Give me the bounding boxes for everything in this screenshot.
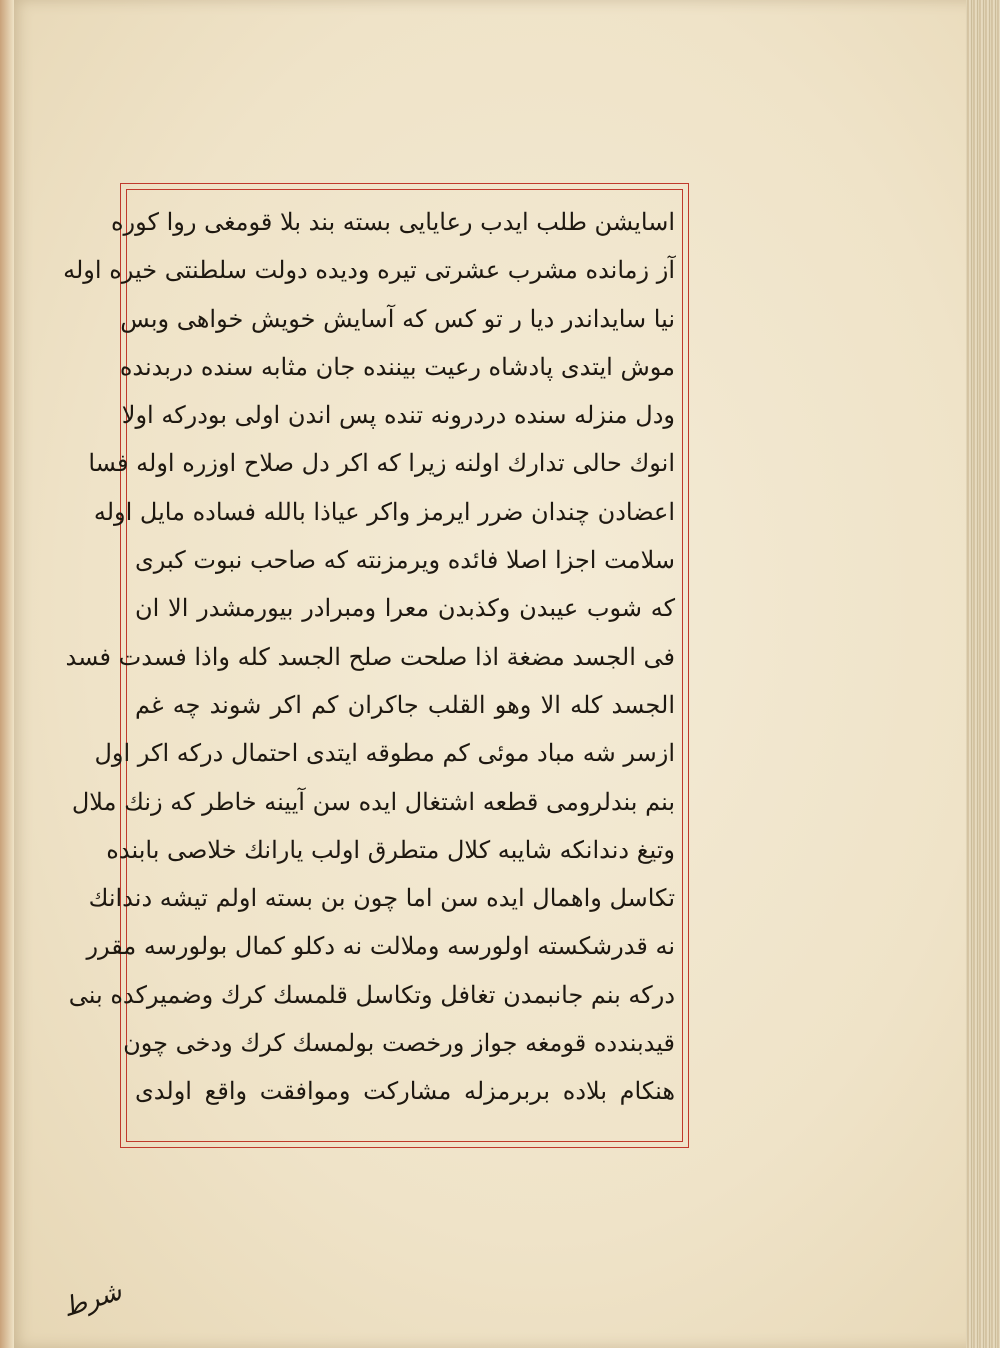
text-line: آز زمانده مشرب عشرتی تیره ودیده دولت سلطنتی خیره اوله: [63, 256, 675, 285]
text-line: که شوب عیبدن وکذبدن معرا ومبرادر بیورمشدر الا ان: [135, 594, 675, 623]
text-line: انوك حالی تدارك اولنه زیرا که اکر دل صلاح اوزره اوله فسا: [88, 449, 675, 478]
text-line: نیا سایداندر دیا ر تو کس که آسایش خویش خواهی وبس: [120, 304, 675, 333]
text-line: ازسر شه مباد موئی کم مطوقه ایتدی احتمال درکه اکر اول: [94, 739, 675, 768]
text-line: بنم بندلرومی قطعه اشتغال ایده سن آیینه خاطر که زنك ملال: [71, 787, 675, 816]
text-line: اسایشن طلب ایدب رعایایی بسته بند بلا قومغی روا کوره: [110, 208, 675, 236]
page-stack-edge: [966, 0, 1000, 1348]
text-line: قیدبندده قومغه جواز ورخصت بولمسك کرك ودخی چون: [123, 1029, 675, 1058]
catchword: شرط: [58, 1276, 126, 1324]
text-line: تکاسل واهمال ایده سن اما چون بن بسته اولم تیشه دندانك: [88, 884, 675, 913]
text-line: موش ایتدی پادشاه رعیت بیننده جان مثابه سنده دربدنده: [119, 352, 675, 381]
text-line: اعضادن چندان ضرر ایرمز واکر عیاذا بالله فساده مایل اوله: [93, 497, 675, 526]
text-block: [63, 198, 675, 1116]
text-line: فی الجسد مضغة اذا صلحت صلح الجسد کله واذا فسدت فسد: [65, 642, 675, 671]
text-line: الجسد کله الا وهو القلب جاکران کم اکر شوند چه غم: [135, 690, 675, 719]
text-line: ودل منزله سنده دردرونه تنده پس اندن اولی بودرکه اولا: [121, 401, 675, 430]
text-line: سلامت اجزا اصلا فائده ویرمزنته که صاحب نبوت کبری: [135, 546, 675, 575]
text-line: نه قدرشکسته اولورسه وملالت نه دکلو کمال بولورسه مقرر: [86, 932, 675, 961]
text-line: وتیغ دندانکه شایبه کلال متطرق اولب یارانك خلاصی بابنده: [106, 835, 675, 864]
gutter-edge: [0, 0, 14, 1348]
text-line: هنکام بلاده بربرمزله مشارکت وموافقت واقع اولدی: [135, 1077, 675, 1106]
text-line: درکه بنم جانبمدن تغافل وتکاسل قلمسك کرك وضمیرکده بنی: [68, 980, 675, 1009]
